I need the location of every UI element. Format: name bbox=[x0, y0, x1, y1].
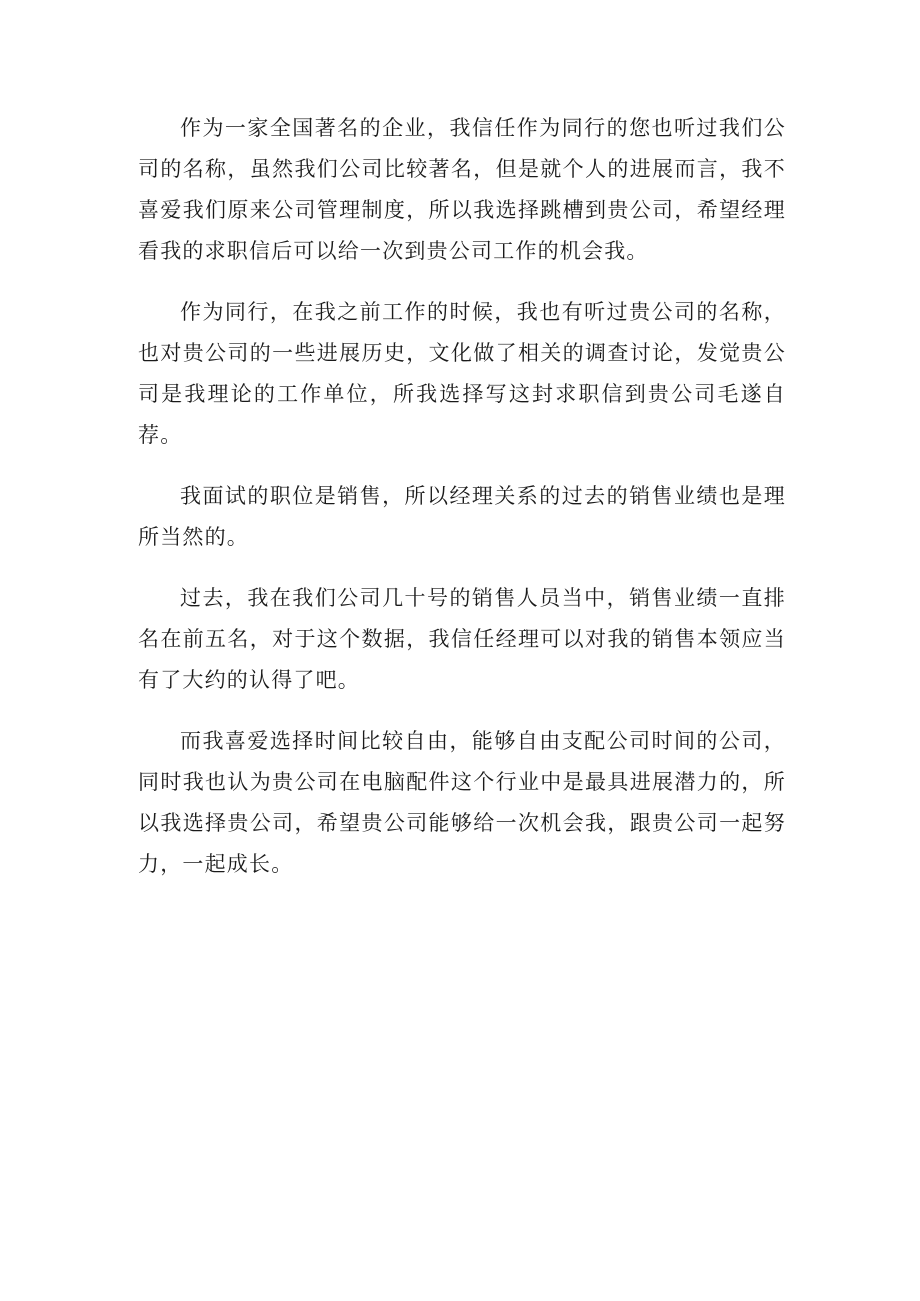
paragraph-4: 过去，我在我们公司几十号的销售人员当中，销售业绩一直排名在前五名，对于这个数据，我信任经理可以对我的销售本领应当有了大约的认得了吧。 bbox=[138, 586, 786, 692]
paragraph-5: 而我喜爱选择时间比较自由，能够自由支配公司时间的公司，同时我也认为贵公司在电脑配件这个行业中是最具进展潜力的，所以我选择贵公司，希望贵公司能够给一次机会我，跟贵公司一起努力，一起成长。 bbox=[138, 729, 786, 876]
paragraph-3: 我面试的职位是销售，所以经理关系的过去的销售业绩也是理所当然的。 bbox=[138, 484, 786, 549]
paragraph-1: 作为一家全国著名的企业，我信任作为同行的您也听过我们公司的名称，虽然我们公司比较著名，但是就个人的进展而言，我不喜爱我们原来公司管理制度，所以我选择跳槽到贵公司，希望经理看我的求职信后可以给一次到贵公司工作的机会我。 bbox=[138, 116, 786, 263]
document-body bbox=[138, 108, 786, 905]
paragraph-2: 作为同行，在我之前工作的时候，我也有听过贵公司的名称，也对贵公司的一些进展历史，文化做了相关的调查讨论，发觉贵公司是我理论的工作单位，所我选择写这封求职信到贵公司毛遂自荐。 bbox=[138, 300, 786, 447]
